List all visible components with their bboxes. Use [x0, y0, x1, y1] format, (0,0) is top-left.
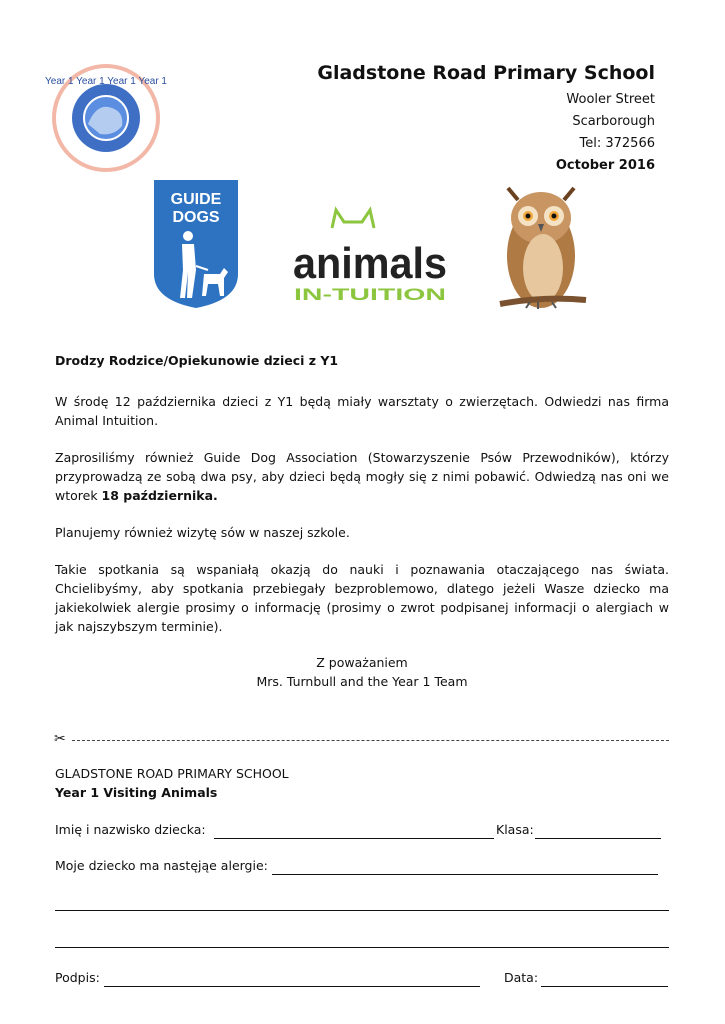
- allergy-field-line-2[interactable]: [55, 910, 669, 911]
- cut-line: [72, 740, 669, 741]
- guide-dogs-text-2: DOGS: [172, 209, 220, 226]
- signature-label: Podpis:: [55, 970, 100, 985]
- paragraph-2: [55, 448, 669, 505]
- allergy-field[interactable]: [272, 874, 658, 875]
- letter-date: October 2016: [555, 158, 655, 173]
- in-tuition-text: IN-TUITION: [294, 285, 446, 304]
- signature-field[interactable]: [104, 986, 480, 987]
- guide-dogs-logo: [152, 178, 240, 310]
- address-street: Wooler Street: [566, 92, 655, 107]
- paragraph-4: Takie spotkania są wspaniałą okazją do nauki i poznawania otaczającego nas świata. Chcielibyśmy, aby spotkania przebiegały bezproblemowo, dlatego jeżeli Wasze dziecko ma jakiekolwiek alergie prosimy o informację (prosimy o zwrot podpisanej informacji o alergiach w jak najszybszym terminie).: [55, 562, 669, 634]
- allergy-label: Moje dziecko ma nastęjąe alergie:: [55, 858, 268, 873]
- scissors-icon: ✂: [54, 731, 66, 747]
- year1-badge-logo: [45, 64, 167, 172]
- animals-in-tuition-logo: [290, 204, 450, 304]
- address-phone: Tel: 372566: [579, 136, 655, 151]
- animals-text: animals: [293, 239, 447, 288]
- slip-school-name: GLADSTONE ROAD PRIMARY SCHOOL: [55, 766, 289, 781]
- closing: Z poważaniem: [316, 655, 408, 670]
- class-field[interactable]: [535, 838, 661, 839]
- date-field[interactable]: [541, 986, 668, 987]
- greeting: Drodzy Rodzice/Opiekunowie dzieci z Y1: [55, 353, 339, 368]
- owl-illustration: [494, 176, 590, 318]
- child-name-label: Imię i nazwisko dziecka:: [55, 822, 206, 837]
- school-name: Gladstone Road Primary School: [317, 62, 655, 84]
- paragraph-1: W środę 12 października dzieci z Y1 będą miały warsztaty o zwierzętach. Odwiedzi nas firma Animal Intuition.: [55, 394, 669, 428]
- date-label: Data:: [504, 970, 539, 985]
- badge-text: Year 1 Year 1 Year 1 Year 1: [45, 76, 167, 87]
- paragraph-2-date: 18 października.: [101, 488, 218, 503]
- guide-dogs-text-1: GUIDE: [170, 191, 222, 208]
- paragraph-3: Planujemy również wizytę sów w naszej szkole.: [55, 525, 350, 540]
- signature: Mrs. Turnbull and the Year 1 Team: [256, 674, 468, 689]
- child-name-field[interactable]: [214, 838, 494, 839]
- allergy-field-line-3[interactable]: [55, 947, 669, 948]
- class-label: Klasa:: [496, 822, 534, 837]
- slip-subtitle: Year 1 Visiting Animals: [55, 785, 218, 800]
- paragraph-2-text: Zaprosiliśmy również Guide Dog Association (Stowarzyszenie Psów Przewodników), którzy przyprowadzą ze sobą dwa psy, aby dzieci będą mogły się z nimi pobawić. Odwiedzą nas oni we wtorek: [55, 450, 669, 503]
- address-town: Scarborough: [572, 114, 655, 129]
